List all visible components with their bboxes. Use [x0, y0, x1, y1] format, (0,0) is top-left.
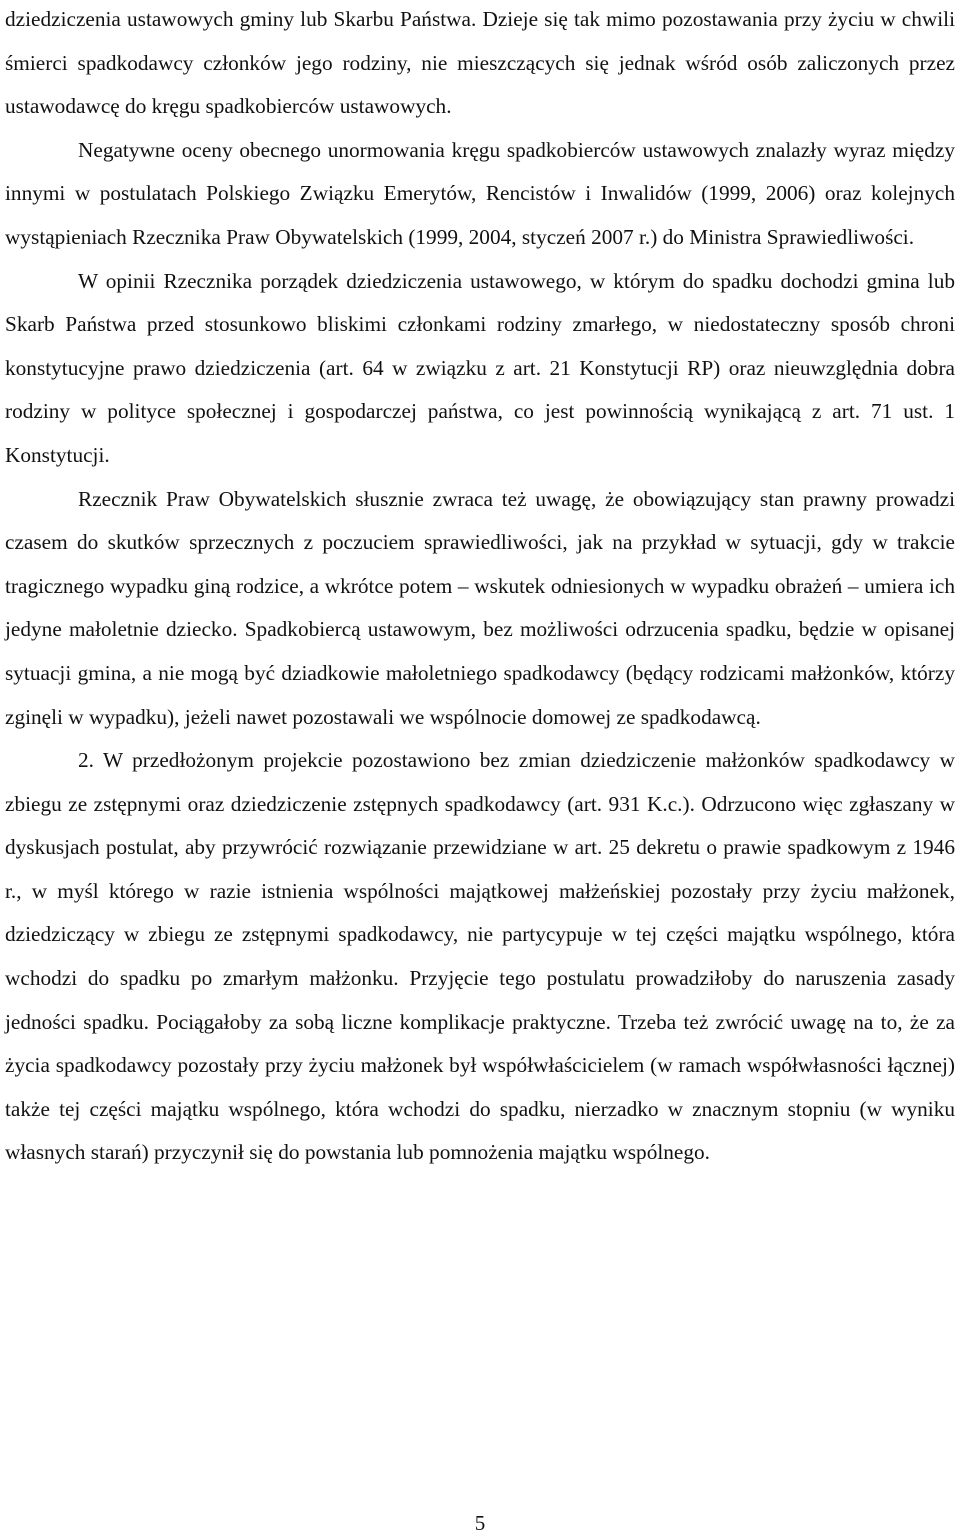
paragraph-ombudsman-attention: Rzecznik Praw Obywatelskich słusznie zwraca też uwagę, że obowiązujący stan prawny prowadzi czasem do skutków sprzecznych z poczuciem sprawiedliwości, jak na przykład w sytuacji, gdy w trakcie tragicznego wypadku giną rodzice, a wkrótce potem – wskutek odniesionych w wypadku obrażeń – umiera ich jedyne małoletnie dziecko. Spadkobiercą ustawowym, bez możliwości odrzucenia spadku, będzie w opisanej sytuacji gmina, a nie mogą być dziadkowie małoletniego spadkodawcy (będący rodzicami małżonków, którzy zginęli w wypadku), jeżeli nawet pozostawali we wspólnocie domowej ze spadkodawcą.: [5, 486, 955, 729]
document-page: [5, 0, 955, 1175]
page-number: 5: [474, 1511, 486, 1535]
paragraph-point-2: 2. W przedłożonym projekcie pozostawiono bez zmian dziedziczenie małżonków spadkodawcy w zbiegu ze zstępnymi oraz dziedziczenie zstępnych spadkodawcy (art. 931 K.c.). Odrzucono więc zgłaszany w dyskusjach postulat, aby przywrócić rozwiązanie przewidziane w art. 25 dekretu o prawie spadkowym z 1946 r., w myśl którego w razie istnienia wspólności majątkowej małżeńskiej pozostały przy życiu małżonek, dziedziczący w zbiegu ze zstępnymi spadkodawcy, nie partycypuje w tej części majątku wspólnego, która wchodzi do spadku po zmarłym małżonku. Przyjęcie tego postulatu prowadziłoby do naruszenia zasady jedności spadku. Pociągałoby za sobą liczne komplikacje praktyczne. Trzeba też zwrócić uwagę na to, że za życia spadkodawcy pozostały przy życiu małżonek był współwłaścicielem (w ramach współwłasności łącznej) także tej części majątku wspólnego, która wchodzi do spadku, nierzadko w znacznym stopniu (w wyniku własnych starań) przyczynił się do powstania lub pomnożenia majątku wspólnego.: [5, 748, 955, 1165]
paragraph-negative-assessments: Negatywne oceny obecnego unormowania kręgu spadkobierców ustawowych znalazły wyraz między innymi w postulatach Polskiego Związku Emerytów, Rencistów i Inwalidów (1999, 2006) oraz kolejnych wystąpieniach Rzecznika Praw Obywatelskich (1999, 2004, styczeń 2007 r.) do Ministra Sprawiedliwości.: [5, 137, 955, 249]
paragraph-continuation: dziedziczenia ustawowych gminy lub Skarbu Państwa. Dzieje się tak mimo pozostawania przy życiu w chwili śmierci spadkodawcy członków jego rodziny, nie mieszczących się jednak wśród osób zaliczonych przez ustawodawcę do kręgu spadkobierców ustawowych.: [5, 7, 955, 119]
paragraph-ombudsman-opinion: W opinii Rzecznika porządek dziedziczenia ustawowego, w którym do spadku dochodzi gmina lub Skarb Państwa przed stosunkowo bliskimi członkami rodziny zmarłego, w niedostateczny sposób chroni konstytucyjne prawo dziedziczenia (art. 64 w związku z art. 21 Konstytucji RP) oraz nieuwzględnia dobra rodziny w polityce społecznej i gospodarczej państwa, co jest powinnością wynikającą z art. 71 ust. 1 Konstytucji.: [5, 268, 955, 467]
